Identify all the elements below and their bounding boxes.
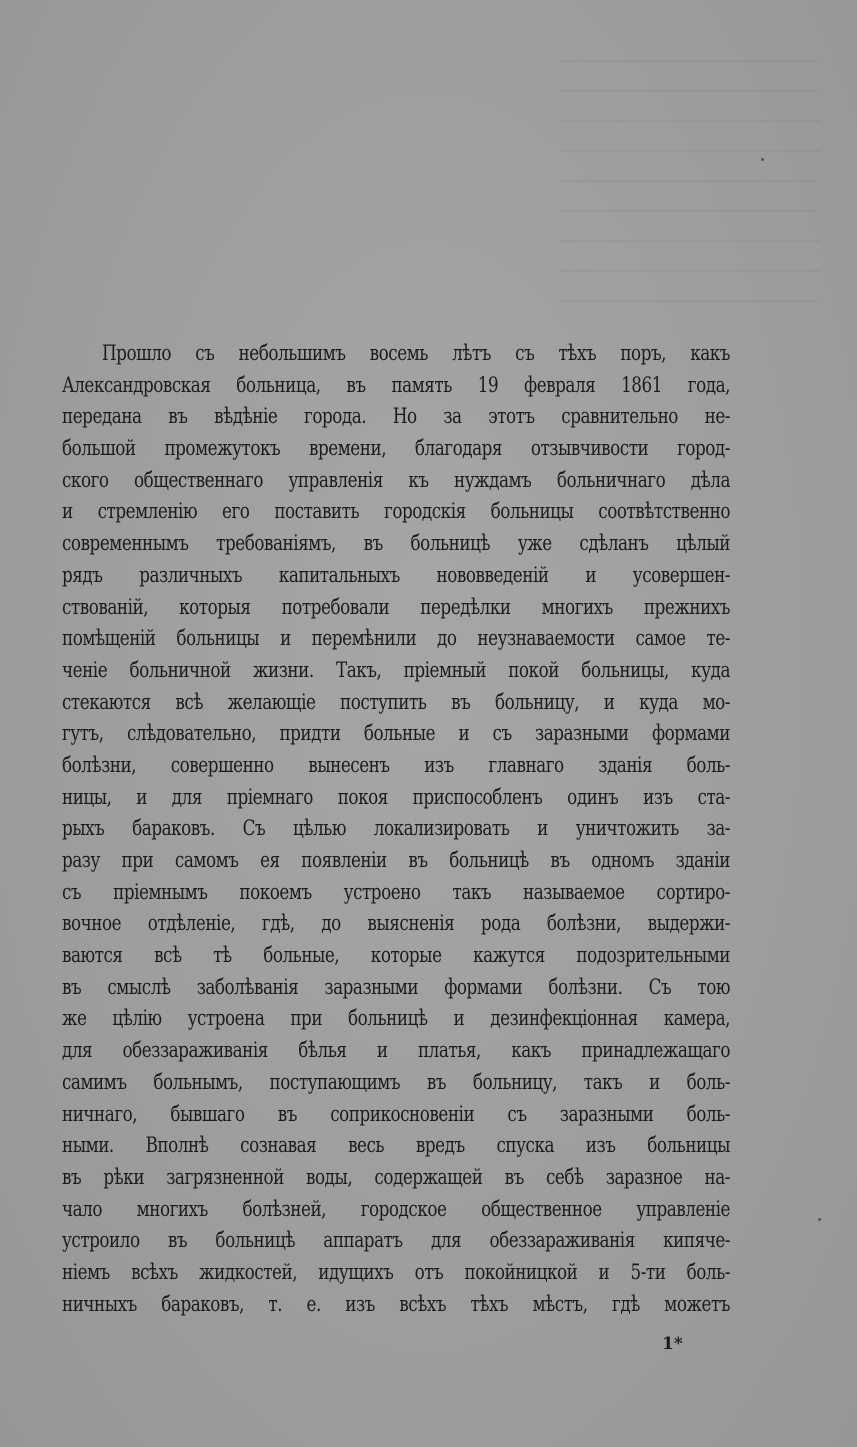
text-line: рыхъ бараковъ. Съ цѣлью локализировать и уничтожить за- xyxy=(62,816,730,841)
text-line: рядъ различныхъ капитальныхъ нововведеній и усовершен- xyxy=(62,562,730,587)
text-line: ствованій, которыя потребовали передѣлки многихъ прежнихъ xyxy=(62,594,730,619)
text-line: разу при самомъ ея появленіи въ больницѣ въ одномъ зданіи xyxy=(62,848,730,872)
text-line: Прошло съ небольшимъ восемь лѣтъ съ тѣхъ поръ, какъ xyxy=(102,341,730,365)
text-line: стекаются всѣ желающіе поступить въ больницу, и куда мо- xyxy=(62,689,730,714)
text-line: ніемъ всѣхъ жидкостей, идущихъ отъ покойницкой и 5-ти боль- xyxy=(62,1259,730,1284)
bleed-through-shadow xyxy=(560,60,820,320)
scan-speck xyxy=(761,158,764,161)
text-line: Александровская больница, въ память 19 февраля 1861 года, xyxy=(62,372,730,397)
text-line: гутъ, слѣдовательно, придти больные и съ заразными формами xyxy=(62,721,730,746)
text-line: съ пріемнымъ покоемъ устроено такъ называемое сортиро- xyxy=(62,879,730,904)
page-number: 1* xyxy=(662,1334,683,1354)
scan-speck xyxy=(818,1218,821,1221)
text-line: помѣщеній больницы и перемѣнили до неузнаваемости самое те- xyxy=(62,626,730,651)
text-line: современнымъ требованіямъ, въ больницѣ уже сдѣланъ цѣлый xyxy=(62,531,730,556)
text-line: и стремленію его поставить городскія больницы соотвѣтственно xyxy=(62,499,730,524)
text-line: ничныхъ бараковъ, т. е. изъ всѣхъ тѣхъ мѣстъ, гдѣ можетъ xyxy=(62,1291,730,1316)
text-line: ничнаго, бывшаго въ соприкосновеніи съ заразными боль- xyxy=(62,1101,730,1126)
text-line: вочное отдѣленіе, гдѣ, до выясненія рода болѣзни, выдержи- xyxy=(62,911,730,936)
text-line: для обеззараживанія бѣлья и платья, какъ принадлежащаго xyxy=(62,1038,730,1063)
text-line: въ смыслѣ заболѣванія заразными формами болѣзни. Съ тою xyxy=(62,974,730,999)
text-line: ницы, и для пріемнаго покоя приспособленъ одинъ изъ ста- xyxy=(62,784,730,809)
text-line: большой промежутокъ времени, благодаря отзывчивости город- xyxy=(62,436,730,461)
text-line: ными. Вполнѣ сознавая весь вредъ спуска изъ больницы xyxy=(62,1133,730,1158)
text-line: устроило въ больницѣ аппаратъ для обеззараживанія кипяче- xyxy=(62,1228,730,1253)
text-line: ченіе больничной жизни. Такъ, пріемный покой больницы, куда xyxy=(62,657,730,682)
text-line: ваются всѣ тѣ больные, которые кажутся подозрительными xyxy=(62,943,730,968)
text-line: передана въ вѣдѣніе города. Но за этотъ сравнительно не- xyxy=(62,404,730,429)
text-line: же цѣлію устроена при больницѣ и дезинфекціонная камера, xyxy=(62,1006,730,1031)
body-paragraph xyxy=(62,338,730,1320)
text-line: самимъ больнымъ, поступающимъ въ больницу, такъ и боль- xyxy=(62,1069,730,1094)
text-line: болѣзни, совершенно вынесенъ изъ главнаго зданія боль- xyxy=(62,752,730,777)
text-line: въ рѣки загрязненной воды, содержащей въ себѣ заразное на- xyxy=(62,1164,730,1189)
text-line: ского общественнаго управленія къ нуждамъ больничнаго дѣла xyxy=(62,467,730,492)
text-line: чало многихъ болѣзней, городское общественное управленіе xyxy=(62,1196,730,1221)
